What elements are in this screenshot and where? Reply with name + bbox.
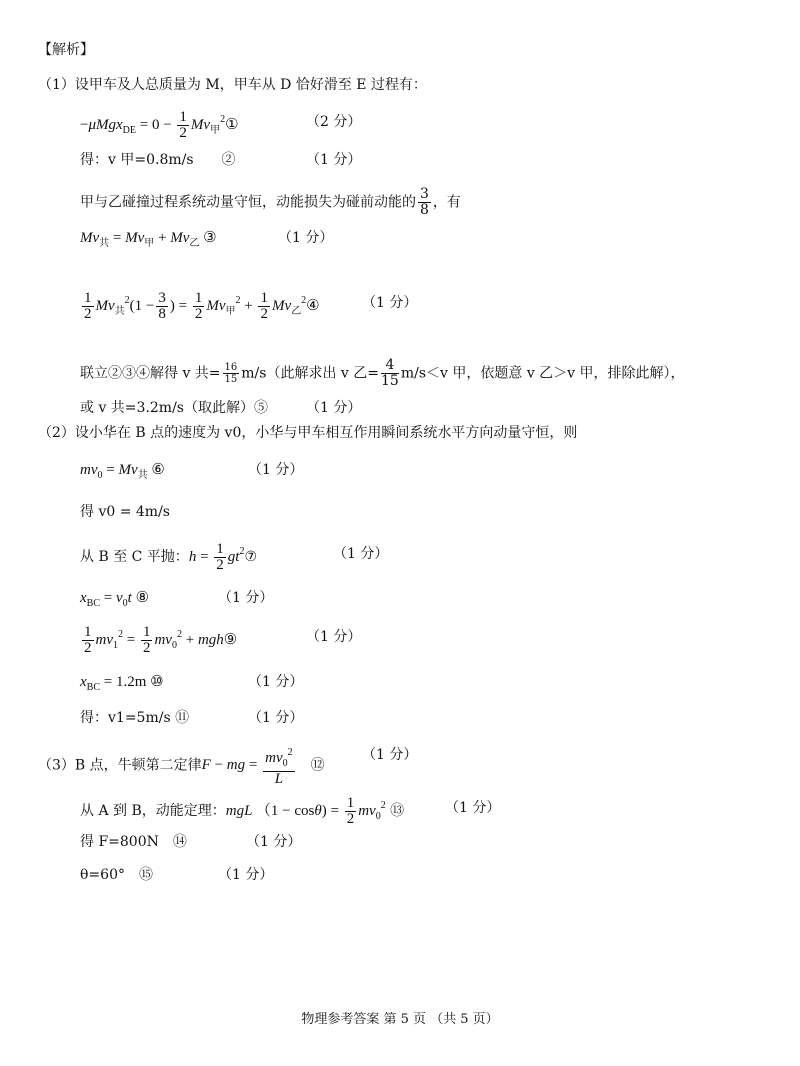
equation-8-score: （1 分） — [218, 590, 274, 606]
page-footer: 物理参考答案 第 5 页 （共 5 页） — [301, 1012, 499, 1027]
equation-3-score: （1 分） — [278, 230, 334, 246]
equation-4-score: （1 分） — [362, 295, 418, 311]
equation-15: θ=60° ⑮ — [80, 867, 153, 883]
part3-intro-line: （3）B 点，牛顿第二定律F − mg = $\frac{mv_0^2}{L}$ ⑫ — [38, 747, 325, 787]
equation-6-result: 得 v0 = 4m/s — [80, 504, 170, 520]
equation-14: 得 F=800N ⑭ — [80, 834, 187, 850]
equation-9: $\frac{1}{2}$ $mv_1^2$ = $\frac{1}{2}$ $mv_0^2$ + mgh⑨ — [84, 624, 238, 657]
equation-10-score: （1 分） — [248, 674, 304, 690]
solve-text-c: m/s＜v 甲，依题意 v 乙＞v 甲，排除此解）， — [400, 365, 685, 382]
answer-header: 【解析】 — [38, 42, 94, 58]
momentum-text-b: ，有 — [432, 194, 461, 211]
equation-6-score: （1 分） — [248, 462, 304, 478]
equation-4: $\frac{1}{2}$ $Mv_共^2(1$ − $\frac{3}{8}$ ) = $\frac{1}{2}$ $Mv_甲^2$ + $\frac{1}{2}$ $Mv_乙^2④$ — [84, 290, 320, 323]
equation-7-score: （1 分） — [333, 546, 389, 562]
equation-6: $mv_0 = Mv_共$ ⑥ — [80, 462, 165, 481]
equation-7: 从 B 至 C 平抛：h = $\frac{1}{2}$ $gt^2⑦$ — [80, 541, 258, 574]
part1-intro: （1）设甲车及人总质量为 M，甲车从 D 恰好滑至 E 过程有： — [38, 77, 427, 93]
equation-11: 得：v1=5m/s ⑪ — [80, 710, 190, 726]
equation-3: $Mv_共 = Mv_甲 + Mv_乙$ ③ — [80, 230, 217, 249]
part2-intro: （2）设小华在 B 点的速度为 v0，小华与甲车相互作用瞬间系统水平方向动量守恒，则 — [38, 425, 578, 441]
momentum-statement: 甲与乙碰撞过程系统动量守恒，动能损失为碰前动能的 $\frac{3}{8}$ ，有 — [80, 186, 461, 218]
equation-15-score: （1 分） — [218, 867, 274, 883]
equation-11-score: （1 分） — [248, 710, 304, 726]
solve-text-b: m/s（此解求出 v 乙= — [241, 365, 379, 382]
equation-8: $x_{BC} = v_0t$ ⑧ — [80, 590, 150, 609]
equation-5: 或 v 共=3.2m/s（取此解）⑤ — [80, 400, 268, 416]
equation-13-score: （1 分） — [445, 800, 501, 816]
solution-statement: 联立②③④解得 v 共= $\frac{16}{15}$ m/s（此解求出 v 乙= $\frac{4}{15}$ m/s＜v 甲，依题意 v 乙＞v 甲，排除此解）， — [80, 357, 685, 389]
part3-intro: （3）B 点，牛顿第二定律 — [38, 757, 202, 774]
equation-13: 从 A 到 B，动能定理：mgL （1 − cosθ) = $\frac{1}{2}$ $mv_0^2$ ⑬ — [80, 795, 405, 828]
equation-9-score: （1 分） — [306, 629, 362, 645]
equation-1-score: （2 分） — [306, 114, 362, 130]
equation-1: −μMgx$_{DE}$ = 0 − $\frac{1}{2}$ $Mv_甲^2①$ — [80, 109, 239, 142]
equation-10: $x_{BC} = 1.2m$ ⑩ — [80, 674, 164, 693]
equation-5-score: （1 分） — [306, 400, 362, 416]
equation-14-score: （1 分） — [246, 834, 302, 850]
momentum-text-a: 甲与乙碰撞过程系统动量守恒，动能损失为碰前动能的 — [80, 194, 416, 211]
equation-12-score: （1 分） — [362, 747, 418, 763]
equation-2: 得：v 甲=0.8m/s ② — [80, 152, 236, 168]
equation-2-score: （1 分） — [306, 152, 362, 168]
equation-13-prefix: 从 A 到 B，动能定理： — [80, 803, 226, 819]
solve-text-a: 联立②③④解得 v 共= — [80, 365, 221, 382]
equation-7-prefix: 从 B 至 C 平抛： — [80, 549, 189, 565]
